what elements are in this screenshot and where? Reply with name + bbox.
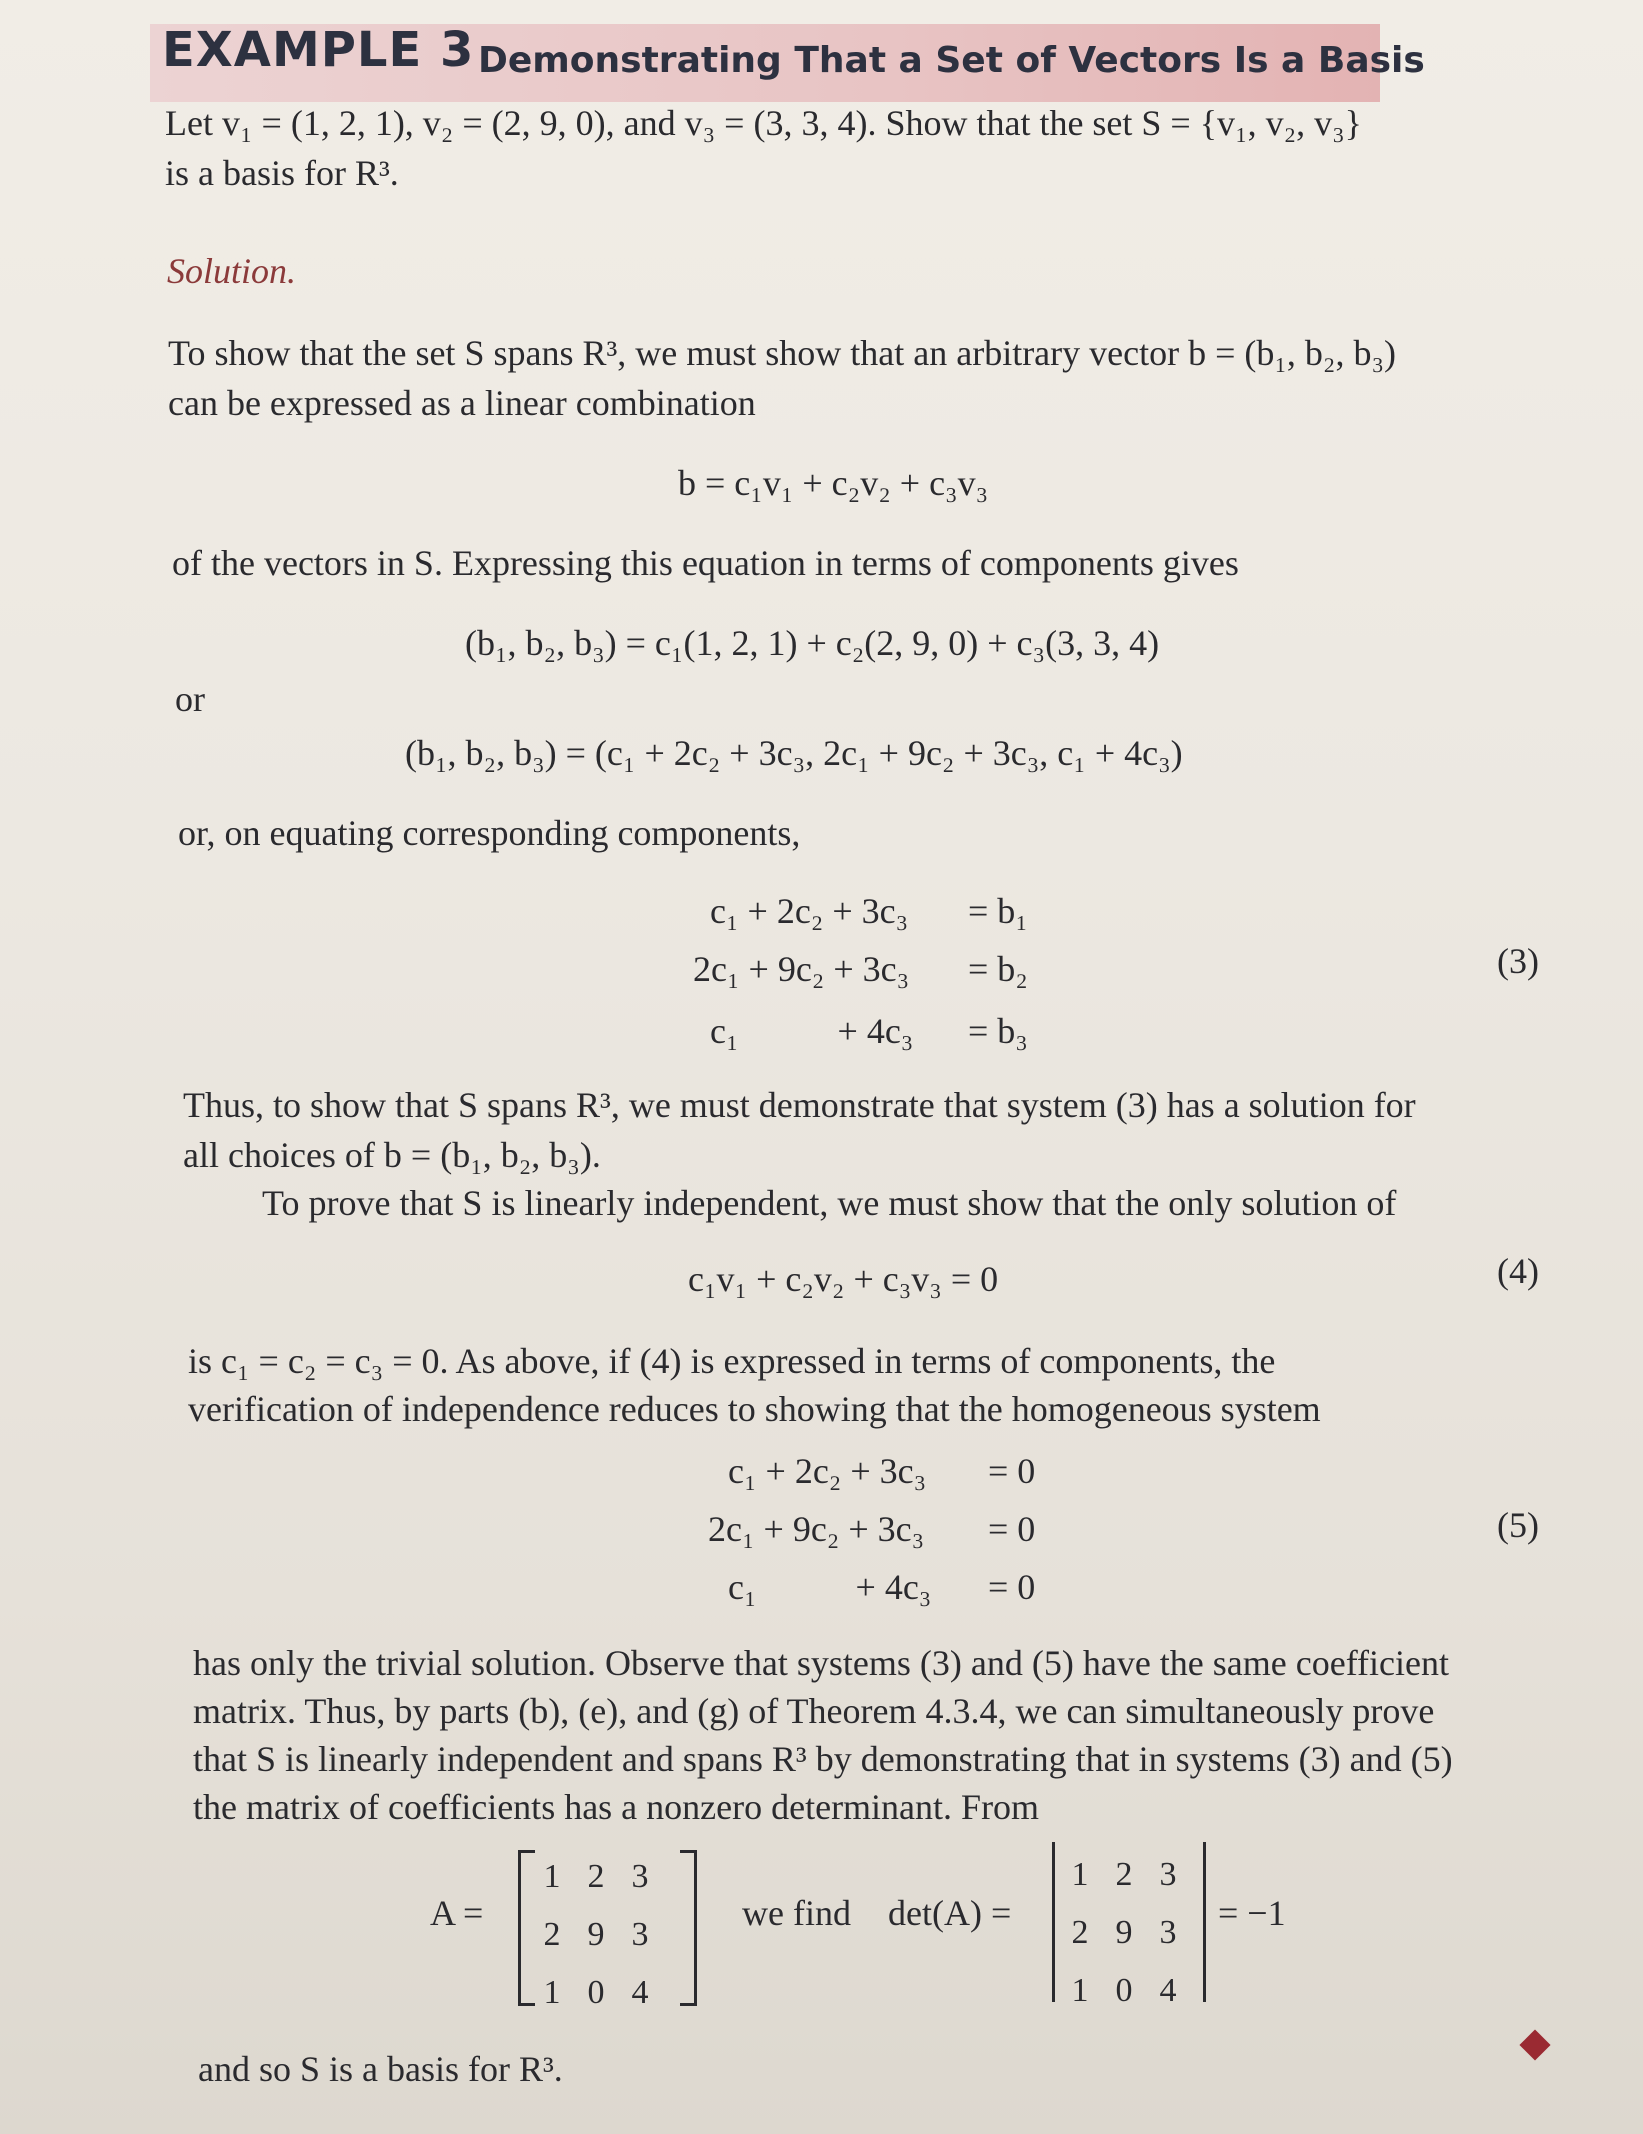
equation-components: (b₁, b₂, b₃) = c₁(1, 2, 1) + c₂(2, 9, 0) + c₃(3, 3, 4) <box>465 623 1160 663</box>
system3-row-2-lhs: 2c₁ + 9c₂ + 3c₃ <box>693 949 910 989</box>
matrix-a-cell: 1 <box>543 1974 561 2011</box>
intro-line-2: is a basis for R³. <box>165 153 399 193</box>
determinant-matrix <box>1058 1846 1190 2020</box>
determinant-cell: 9 <box>1115 1914 1133 1951</box>
matrix-a-cell: 3 <box>631 1916 649 1953</box>
para6-line-1: has only the trivial solution. Observe that systems (3) and (5) have the same coefficient <box>193 1643 1449 1683</box>
para6-line-4: the matrix of coefficients has a nonzero determinant. From <box>193 1787 1040 1827</box>
conclusion: and so S is a basis for R³. <box>198 2049 563 2089</box>
solution-label: Solution. <box>167 251 297 291</box>
example-label: EXAMPLE 3 <box>162 22 475 78</box>
det-label: det(A) = <box>888 1893 1012 1933</box>
matrix-a-label: A = <box>430 1893 484 1933</box>
matrix-a-cell: 3 <box>631 1858 649 1895</box>
equation-number-4: (4) <box>1497 1251 1539 1291</box>
para6-line-3: that S is linearly independent and spans R³ by demonstrating that in systems (3) and (5) <box>193 1739 1453 1779</box>
matrix-a-cell: 2 <box>587 1858 605 1895</box>
equation-4: c₁v₁ + c₂v₂ + c₃v₃ = 0 <box>688 1259 999 1299</box>
equation-number-5: (5) <box>1497 1505 1539 1545</box>
system3-row-2-rhs: = b₂ <box>968 949 1028 989</box>
para4-line-3: To prove that S is linearly independent, we must show that the only solution of <box>262 1183 1397 1223</box>
para3: or, on equating corresponding components, <box>178 813 801 853</box>
system5-row-2-lhs: 2c₁ + 9c₂ + 3c₃ <box>708 1509 925 1549</box>
system5-row-3-rhs: = 0 <box>988 1567 1036 1607</box>
para5-line-1: is c₁ = c₂ = c₃ = 0. As above, if (4) is expressed in terms of components, the <box>188 1341 1276 1381</box>
determinant-cell: 3 <box>1159 1856 1177 1893</box>
para4-line-1: Thus, to show that S spans R³, we must demonstrate that system (3) has a solution for <box>183 1085 1416 1125</box>
determinant-cell: 0 <box>1115 1972 1133 2009</box>
matrix-a-cell: 2 <box>543 1916 561 1953</box>
we-find-text: we find <box>742 1893 851 1933</box>
system3-row-1-rhs: = b₁ <box>968 891 1028 931</box>
determinant-cell: 4 <box>1159 1972 1177 2009</box>
para1-line-2: can be expressed as a linear combination <box>168 383 756 423</box>
or-text: or <box>175 679 205 719</box>
system3-row-3-rhs: = b₃ <box>968 1011 1028 1051</box>
para4-line-2: all choices of b = (b₁, b₂, b₃). <box>183 1135 601 1175</box>
para5-line-2: verification of independence reduces to showing that the homogeneous system <box>188 1389 1321 1429</box>
end-of-example-diamond-icon <box>1519 2029 1550 2060</box>
matrix-a-cell: 9 <box>587 1916 605 1953</box>
para2: of the vectors in S. Expressing this equation in terms of components gives <box>172 543 1239 583</box>
matrix-a-cell: 1 <box>543 1858 561 1895</box>
matrix-a-cell: 4 <box>631 1974 649 2011</box>
system5-row-1-rhs: = 0 <box>988 1451 1036 1491</box>
equation-number-3: (3) <box>1497 941 1539 981</box>
determinant-right-bar <box>1203 1842 1206 2002</box>
matrix-a <box>530 1848 662 2022</box>
determinant-cell: 2 <box>1115 1856 1133 1893</box>
matrix-right-bracket <box>680 1850 697 2006</box>
equation-b-linear-combination: b = c₁v₁ + c₂v₂ + c₃v₃ <box>678 463 989 503</box>
system5-row-1-lhs: c₁ + 2c₂ + 3c₃ <box>728 1451 927 1491</box>
determinant-left-bar <box>1052 1842 1055 2002</box>
matrix-a-cell: 0 <box>587 1974 605 2011</box>
determinant-cell: 2 <box>1071 1914 1089 1951</box>
equation-combined: (b₁, b₂, b₃) = (c₁ + 2c₂ + 3c₃, 2c₁ + 9c₂ + 3c₃, c₁ + 4c₃) <box>405 733 1183 773</box>
determinant-cell: 3 <box>1159 1914 1177 1951</box>
system3-row-1-lhs: c₁ + 2c₂ + 3c₃ <box>710 891 909 931</box>
determinant-cell: 1 <box>1071 1972 1089 2009</box>
determinant-result: = −1 <box>1218 1893 1286 1933</box>
system3-row-3-lhs: c₁ + 4c₃ <box>710 1011 914 1051</box>
para1-line-1: To show that the set S spans R³, we must show that an arbitrary vector b = (b₁, b₂, b₃) <box>168 333 1397 373</box>
system5-row-2-rhs: = 0 <box>988 1509 1036 1549</box>
para6-line-2: matrix. Thus, by parts (b), (e), and (g) of Theorem 4.3.4, we can simultaneously prove <box>193 1691 1435 1731</box>
system5-row-3-lhs: c₁ + 4c₃ <box>728 1567 932 1607</box>
example-title: Demonstrating That a Set of Vectors Is a Basis <box>478 40 1425 81</box>
determinant-cell: 1 <box>1071 1856 1089 1893</box>
intro-line-1: Let v₁ = (1, 2, 1), v₂ = (2, 9, 0), and v₃ = (3, 3, 4). Show that the set S = {v₁, v₂, v₃} <box>165 103 1362 143</box>
